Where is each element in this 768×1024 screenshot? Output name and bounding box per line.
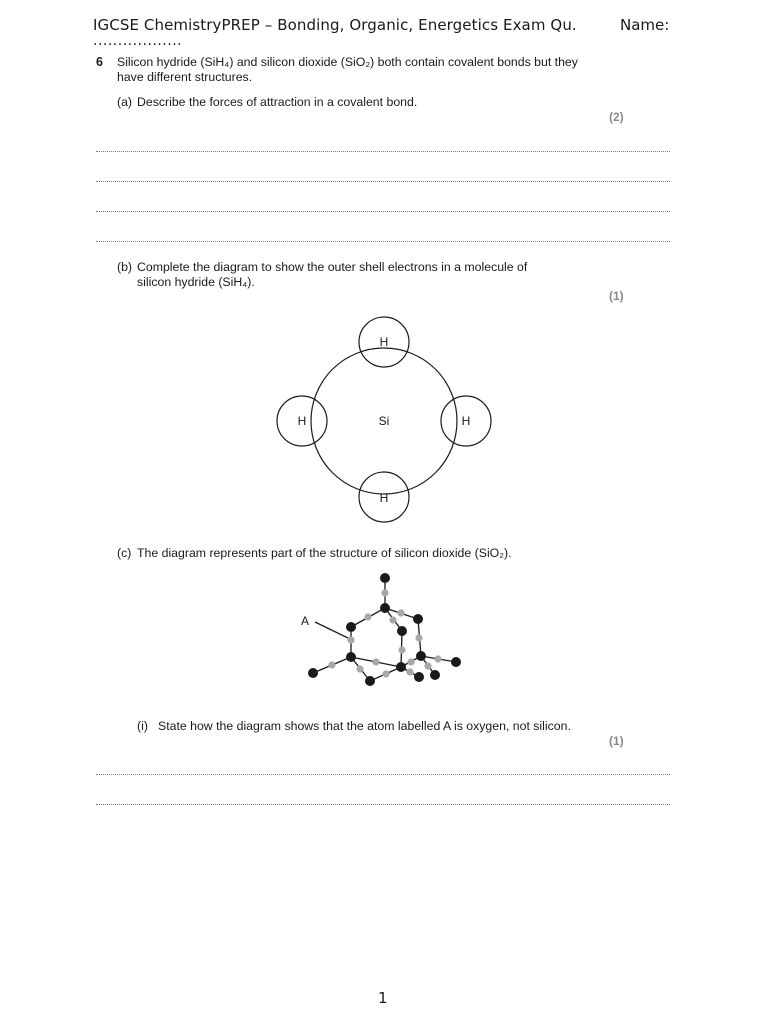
silicon-atom [416, 651, 426, 661]
part-a-marks: (2) [609, 110, 624, 124]
oxygen-atom [415, 634, 422, 641]
silicon-atom [365, 676, 375, 686]
h-atom-label-right: H [461, 414, 471, 428]
part-a-label: (a) [117, 95, 133, 109]
silicon-atom [413, 614, 423, 624]
oxygen-atom [364, 613, 371, 620]
answer-line[interactable] [96, 241, 670, 242]
silicon-atom [414, 672, 424, 682]
answer-line[interactable] [96, 774, 670, 775]
h-atom-label-top: H [379, 335, 389, 349]
part-b-marks: (1) [609, 289, 624, 303]
oxygen-atom [381, 589, 388, 596]
answer-line[interactable] [96, 151, 670, 152]
part-a-text: Describe the forces of attraction in a covalent bond. [137, 95, 418, 109]
answer-line[interactable] [96, 211, 670, 212]
silicon-hydride-diagram [270, 312, 500, 527]
name-label: Name: [620, 16, 670, 34]
oxygen-atom [424, 662, 431, 669]
silicon-atom [430, 670, 440, 680]
oxygen-atom [382, 670, 389, 677]
part-c-i-label: (i) [137, 719, 148, 733]
answer-line[interactable] [96, 804, 670, 805]
part-c-i-marks: (1) [609, 734, 624, 748]
part-c-text: The diagram represents part of the structure of silicon dioxide (SiO₂). [137, 546, 512, 560]
atom-a-label: A [301, 614, 310, 628]
silicon-atom [396, 662, 406, 672]
h-atom-label-bottom: H [379, 491, 389, 505]
oxygen-atom [372, 658, 379, 665]
part-b-label: (b) [117, 260, 133, 274]
question-intro-line1: Silicon hydride (SiH₄) and silicon dioxide (SiO₂) both contain covalent bonds but they [117, 55, 578, 69]
oxygen-atom [398, 646, 405, 653]
oxygen-atom [407, 658, 414, 665]
h-atom-label-left: H [297, 414, 307, 428]
silicon-atom [380, 603, 390, 613]
silicon-atom [397, 626, 407, 636]
si-atom-label: Si [378, 414, 390, 428]
oxygen-atom [406, 668, 413, 675]
oxygen-atom [328, 661, 335, 668]
answer-line[interactable] [96, 181, 670, 182]
oxygen-atom [434, 655, 441, 662]
silicon-atom [451, 657, 461, 667]
oxygen-atom [347, 636, 354, 643]
question-intro-line2: have different structures. [117, 70, 253, 84]
name-blank-line: .................. [93, 33, 183, 49]
part-c-i-text: State how the diagram shows that the atom labelled A is oxygen, not silicon. [158, 719, 571, 733]
silicon-dioxide-structure-diagram [290, 570, 470, 690]
question-number: 6 [96, 55, 103, 69]
silicon-atom [346, 652, 356, 662]
document-header-title: IGCSE ChemistryPREP – Bonding, Organic, Energetics Exam Qu. [93, 16, 577, 34]
oxygen-atom [356, 665, 363, 672]
part-c-label: (c) [117, 546, 132, 560]
oxygen-atom [397, 609, 404, 616]
page-number: 1 [378, 989, 388, 1007]
silicon-atom [346, 622, 356, 632]
silicon-atom [380, 573, 390, 583]
part-b-text-line1: Complete the diagram to show the outer shell electrons in a molecule of [137, 260, 528, 274]
part-b-text-line2: silicon hydride (SiH₄). [137, 275, 255, 289]
oxygen-atom [389, 616, 396, 623]
silicon-atom [308, 668, 318, 678]
